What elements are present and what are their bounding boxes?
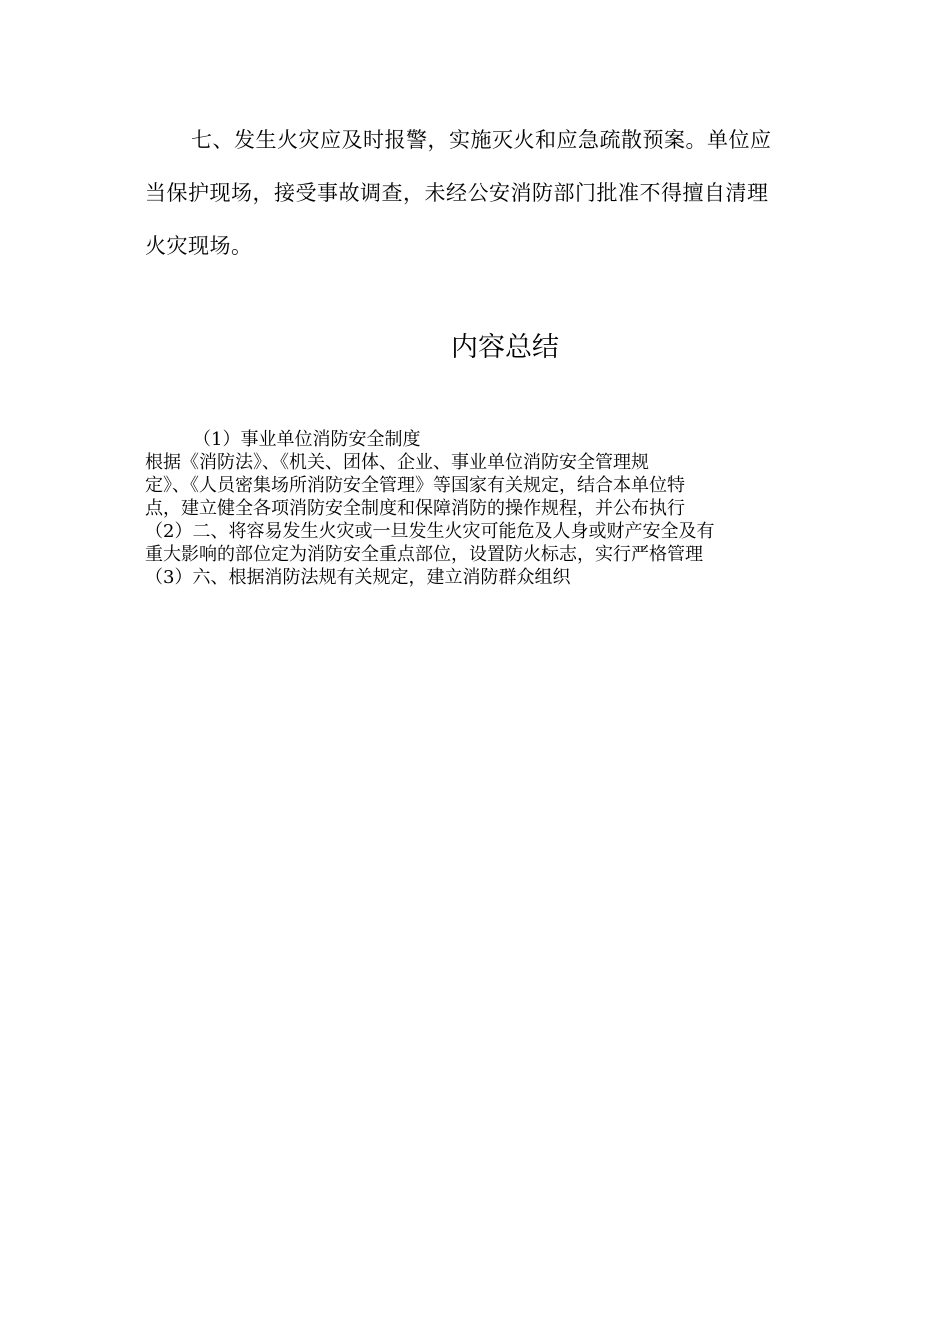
body-line: 火灾现场。 [145,234,253,258]
summary-line: 根据《消防法》、《机关、团体、企业、事业单位消防安全管理规 [145,452,649,473]
summary-line: 点，建立健全各项消防安全制度和保障消防的操作规程，并公布执行 [145,498,685,519]
body-line: 七、发生火灾应及时报警，实施灭火和应急疏散预案。单位应 [191,128,772,152]
body-paragraph [145,114,805,273]
summary-line: 重大影响的部位定为消防安全重点部位，设置防火标志，实行严格管理 [145,544,703,565]
summary-block [145,428,805,589]
summary-line: （3）六、根据消防法规有关规定，建立消防群众组织 [145,567,571,588]
summary-title: 内容总结 [451,332,559,363]
summary-line: （2）二、将容易发生火灾或一旦发生火灾可能危及人身或财产安全及有 [145,521,715,542]
summary-line: 定》、《人员密集场所消防安全管理》等国家有关规定，结合本单位特 [145,475,685,496]
summary-line: （1）事业单位消防安全制度 [193,429,421,450]
body-line: 当保护现场，接受事故调查，未经公安消防部门批准不得擅自清理 [145,181,769,205]
